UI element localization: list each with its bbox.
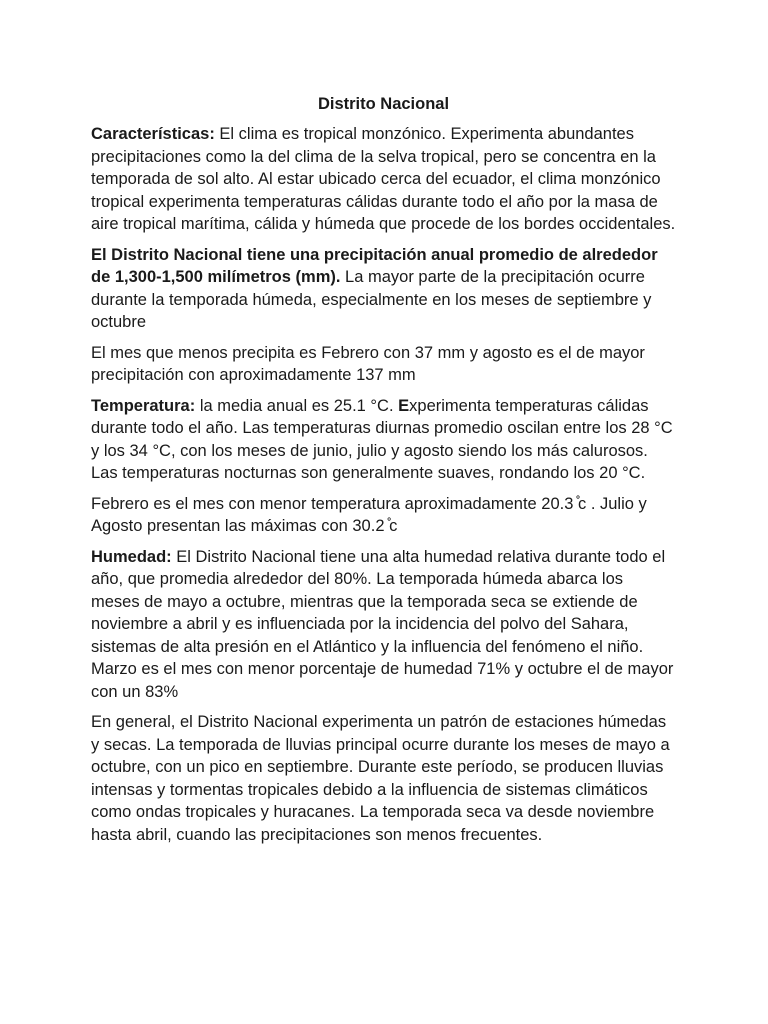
- paragraph-lead: Características:: [91, 125, 215, 143]
- paragraph-precipitacion-anual: [91, 244, 676, 334]
- paragraph-text: La mayor parte de la precipitación ocurre durante la temporada húmeda, especialmente en los meses de septiembre y octubre: [91, 268, 652, 331]
- paragraph-lead: Temperatura:: [91, 396, 196, 415]
- paragraph-text: En general, el Distrito Nacional experimenta un patrón de estaciones húmedas y secas. La temporada de lluvias principal ocurre durante los meses de mayo a octubre, con un pico en septiembre. Durante este período, se producen lluvias intensas y tormentas tropicales debido a la influencia de sistemas climáticos como ondas tropicales y huracanes. La temporada seca va desde noviembre hasta abril, cuando las precipitaciones son menos frecuentes.: [91, 713, 670, 844]
- paragraph-bold-letter: E: [398, 396, 410, 415]
- paragraph-caracteristicas: [91, 123, 676, 236]
- paragraph-text: El clima es tropical monzónico. Experimenta abundantes precipitaciones como la del clima de la selva tropical, pero se concentra en la temporada de sol alto. Al estar ubicado cerca del ecuador, el clima monzónico tropical experimenta temperaturas cálidas durante todo el año por la masa de aire tropical marítima, cálida y húmeda que procede de los bordes occidentales.: [91, 125, 676, 233]
- paragraph-lead: El Distrito Nacional tiene una precipitación anual promedio de alrededor de 1,300-1,500 milímetros (mm).: [91, 245, 658, 286]
- paragraph-humedad: [91, 546, 676, 704]
- paragraph-text: El mes que menos precipita es Febrero con 37 mm y agosto es el de mayor precipitación con aproximadamente 137 mm: [91, 343, 645, 384]
- paragraph-precipitacion-mensual: [91, 342, 676, 387]
- paragraph-temperatura-mensual: [91, 493, 676, 538]
- paragraph-text: la media anual es 25.1 °C.: [195, 396, 399, 415]
- paragraph-text: xperimenta temperaturas cálidas durante todo el año. Las temperaturas diurnas promedio oscilan entre los 28 °C y los 34 °C, con los meses de junio, julio y agosto siendo los más calurosos. Las temperaturas nocturnas son generalmente suaves, rondando los 20 °C.: [91, 396, 673, 482]
- paragraph-lead: Humedad:: [91, 547, 172, 566]
- paragraph-text: Febrero es el mes con menor temperatura aproximadamente 20.3 ̊c . Julio y Agosto presentan las máximas con 30.2 ̊c: [91, 494, 647, 535]
- document-title: Distrito Nacional: [317, 95, 450, 113]
- paragraph-estaciones: [91, 711, 676, 846]
- paragraph-text: El Distrito Nacional tiene una alta humedad relativa durante todo el año, que promedia alrededor del 80%. La temporada húmeda abarca los meses de mayo a octubre, mientras que la temporada seca se extiende de noviembre a abril y es influenciada por la incidencia del polvo del Sahara, sistemas de alta presión en el Atlántico y la influencia del fenómeno el niño. Marzo es el mes con menor porcentaje de humedad 71% y octubre el de mayor con un 83%: [91, 547, 674, 701]
- paragraph-temperatura: [91, 395, 676, 485]
